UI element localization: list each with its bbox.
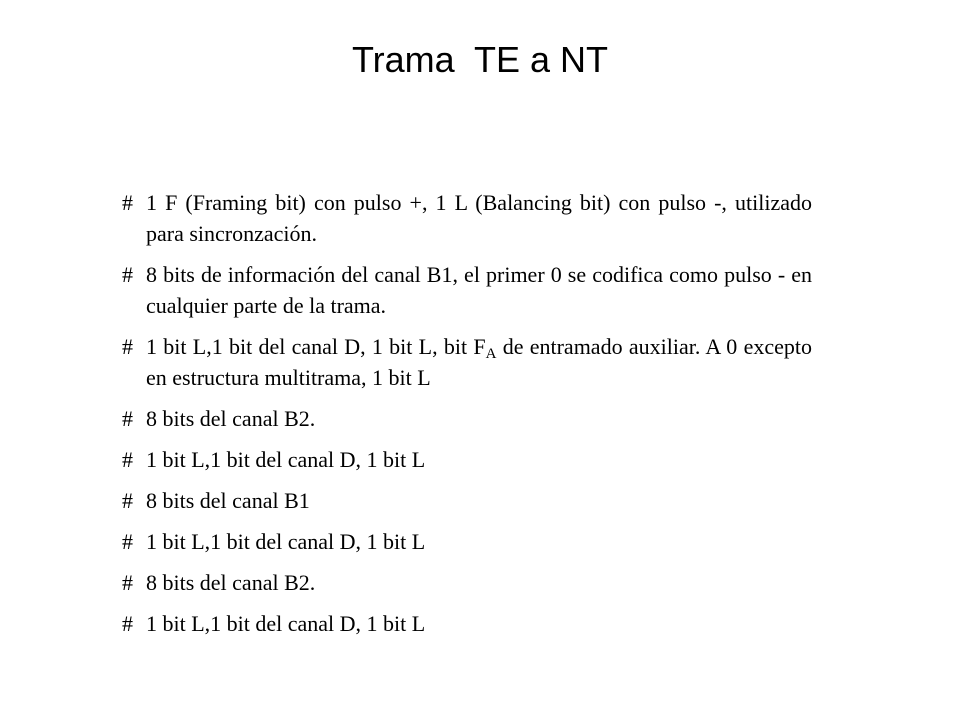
bullet-item bbox=[122, 259, 812, 321]
bullet-item bbox=[122, 331, 812, 393]
bullet-marker: # bbox=[122, 611, 133, 636]
bullet-item bbox=[122, 567, 812, 598]
bullet-item bbox=[122, 608, 812, 639]
bullet-text: 8 bits del canal B1 bbox=[146, 488, 310, 513]
bullet-text: 1 bit L,1 bit del canal D, 1 bit L bbox=[146, 611, 426, 636]
bullet-text bbox=[146, 334, 812, 390]
slide-title: Trama TE a NT bbox=[351, 39, 609, 80]
bullet-text-end: de entramado auxiliar. A 0 excepto en estructura multitrama, 1 bit L bbox=[146, 334, 812, 390]
bullet-text: 8 bits del canal B2. bbox=[146, 406, 316, 431]
bullet-text-start: 1 bit L,1 bit del canal D, 1 bit L, bit F bbox=[146, 334, 486, 359]
bullet-marker: # bbox=[122, 334, 133, 359]
bullet-text: 8 bits de información del canal B1, el primer 0 se codifica como pulso - en cualquier parte de la trama. bbox=[146, 262, 812, 318]
bullet-marker: # bbox=[122, 406, 133, 431]
bullet-item bbox=[122, 526, 812, 557]
subscript-a: A bbox=[485, 346, 497, 362]
bullet-text: 1 bit L,1 bit del canal D, 1 bit L bbox=[146, 447, 426, 472]
bullet-item bbox=[122, 187, 812, 249]
bullet-list bbox=[122, 187, 812, 649]
bullet-text: 1 bit L,1 bit del canal D, 1 bit L bbox=[146, 529, 426, 554]
bullet-marker: # bbox=[122, 262, 133, 287]
bullet-text: 8 bits del canal B2. bbox=[146, 570, 316, 595]
bullet-item bbox=[122, 444, 812, 475]
bullet-marker: # bbox=[122, 488, 133, 513]
bullet-marker: # bbox=[122, 529, 133, 554]
bullet-text: 1 F (Framing bit) con pulso +, 1 L (Balancing bit) con pulso -, utilizado para sincronzación. bbox=[146, 190, 812, 246]
bullet-marker: # bbox=[122, 190, 133, 215]
bullet-marker: # bbox=[122, 570, 133, 595]
bullet-item bbox=[122, 485, 812, 516]
bullet-item bbox=[122, 403, 812, 434]
bullet-marker: # bbox=[122, 447, 133, 472]
